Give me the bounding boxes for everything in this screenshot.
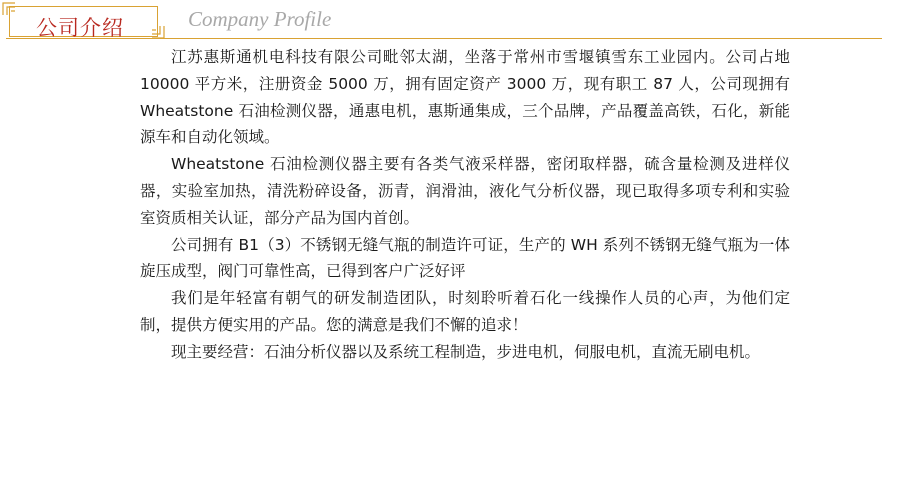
section-header <box>0 0 900 44</box>
section-title: 公司介绍 <box>36 16 124 40</box>
paragraph-license: 公司拥有 B1（3）不锈钢无缝气瓶的制造许可证，生产的 WH 系列不锈钢无缝气瓶为一体旋压成型，阀门可靠性高，已得到客户广泛好评 <box>140 235 790 281</box>
corner-ornament-icon <box>2 2 16 16</box>
paragraph-business: 现主要经营：石油分析仪器以及系统工程制造，步进电机，伺服电机，直流无刷电机。 <box>171 342 761 361</box>
corner-ornament-icon <box>151 25 165 39</box>
paragraph-products: Wheatstone 石油检测仪器主要有各类气液采样器，密闭取样器，硫含量检测及进样仪器，实验室加热，清洗粉碎设备，沥青，润滑油，液化气分析仪器，现已取得多项专利和实验室资质相关认证，部分产品为国内首创。 <box>140 155 790 227</box>
profile-text <box>140 44 790 366</box>
section-subtitle: Company Profile <box>188 7 332 31</box>
paragraph-team: 我们是年轻富有朝气的研发制造团队，时刻聆听着石化一线操作人员的心声，为他们定制，提供方便实用的产品。您的满意是我们不懈的追求！ <box>140 289 790 334</box>
paragraph-intro: 江苏惠斯通机电科技有限公司毗邻太湖，坐落于常州市雪堰镇雪东工业园内。公司占地 10000 平方米，注册资金 5000 万，拥有固定资产 3000 万，现有职工 87 人，公司现拥有 Wheatstone 石油检测仪器，通惠电机，惠斯通集成，三个品牌，产品覆盖高铁，石化，新能源车和自动化领域。 <box>140 48 790 147</box>
title-frame <box>9 6 158 40</box>
header-divider <box>6 38 882 39</box>
